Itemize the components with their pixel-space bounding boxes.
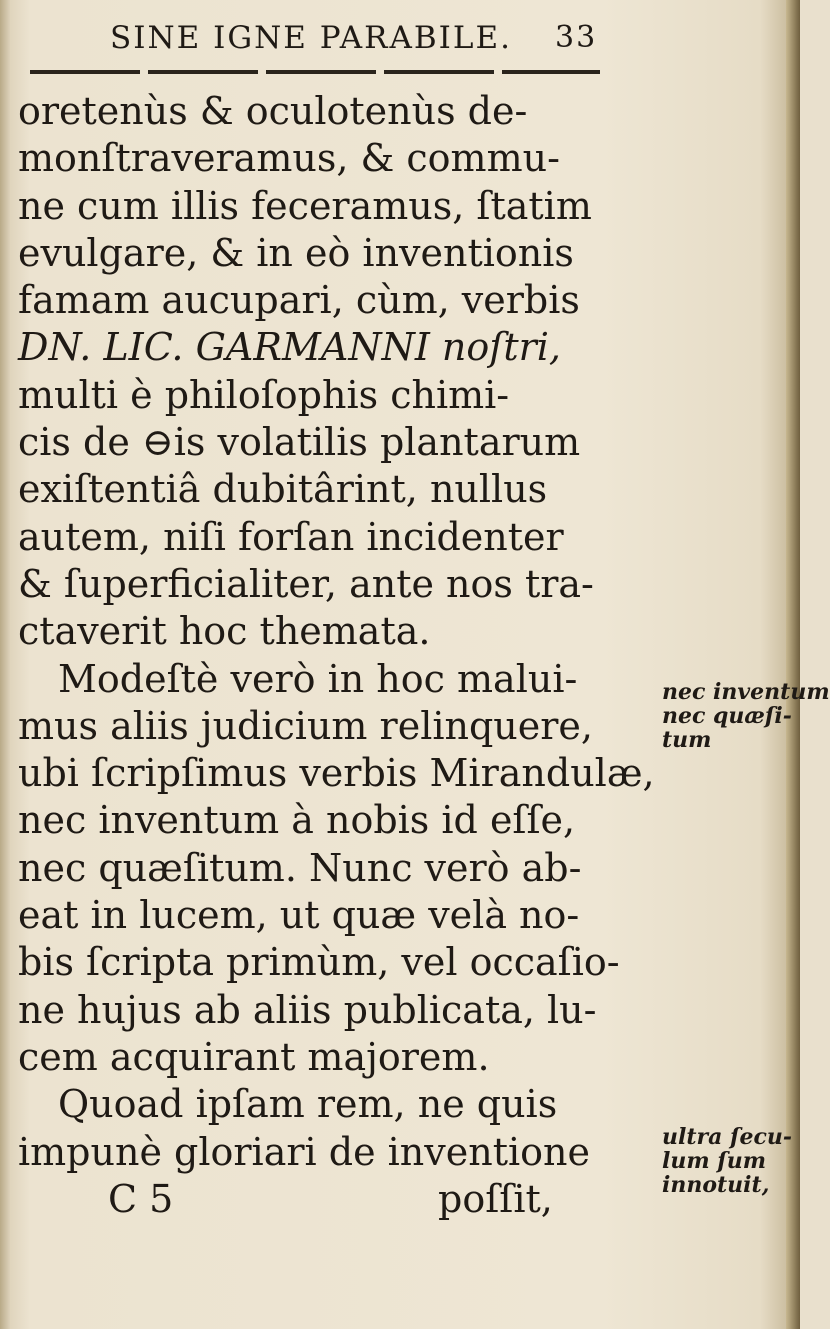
page-number: 33 (555, 20, 598, 55)
text-line: ubi ſcripſimus verbis Mirandulæ, (18, 751, 655, 796)
text-line: impunè gloriari de inventione (18, 1129, 590, 1174)
text-line: evulgare, & in eò inventionis (18, 230, 574, 275)
marginal-line: nec inventum (662, 679, 830, 705)
text-line: DN. LIC. GARMANNI noſtri, (18, 325, 562, 370)
text-line: Quoad ipſam rem, ne quis (58, 1082, 558, 1127)
marginal-line: tum (662, 727, 712, 753)
text-line: nec quæſitum. Nunc verò ab- (18, 845, 582, 890)
marginal-line: innotuit, (662, 1172, 770, 1198)
text-line: multi è philoſophis chimi- (18, 372, 510, 417)
text-line: ne hujus ab aliis publicata, lu- (18, 987, 597, 1032)
text-line: bis ſcripta primùm, vel occaſio- (18, 940, 620, 985)
header-rule (30, 70, 600, 74)
text-line: autem, niſi forſan incidenter (18, 514, 564, 559)
text-line: oretenùs & oculotenùs de- (18, 89, 528, 133)
text-line: ctaverit hoc themata. (18, 609, 431, 654)
running-title: SINE IGNE PARABILE. (110, 20, 512, 56)
marginal-line: lum ſum (662, 1148, 767, 1174)
signature-line (18, 1176, 618, 1223)
marginal-note (662, 679, 830, 753)
running-header (110, 16, 610, 56)
text-line: nec inventum à nobis id eſſe, (18, 798, 576, 843)
text-line: cem acquirant majorem. (18, 1034, 490, 1079)
text-line: mus aliis judicium relinquere, (18, 703, 593, 748)
text-line: & ſuperficialiter, ante nos tra- (18, 561, 594, 606)
page-gutter (0, 0, 10, 1329)
marginal-note (662, 1125, 802, 1197)
signature-mark: C 5 (108, 1176, 174, 1221)
text-line: eat in lucem, ut quæ velà no- (18, 893, 580, 938)
text-line: famam aucupari, cùm, verbis (18, 278, 580, 323)
text-line: ne cum illis feceramus, ſtatim (18, 183, 592, 228)
text-line: monſtraveramus, & commu- (18, 136, 560, 181)
marginal-line: nec quæſi- (662, 703, 792, 729)
text-line: cis de ⊖is volatilis plantarum (18, 420, 581, 465)
body-text (18, 88, 655, 1223)
catchword: poſſit, (438, 1176, 553, 1221)
marginal-line: ultra ſecu- (662, 1124, 793, 1150)
text-line: Modeſtè verò in hoc malui- (58, 656, 578, 701)
text-line: exiſtentiâ dubitârint, nullus (18, 467, 548, 512)
